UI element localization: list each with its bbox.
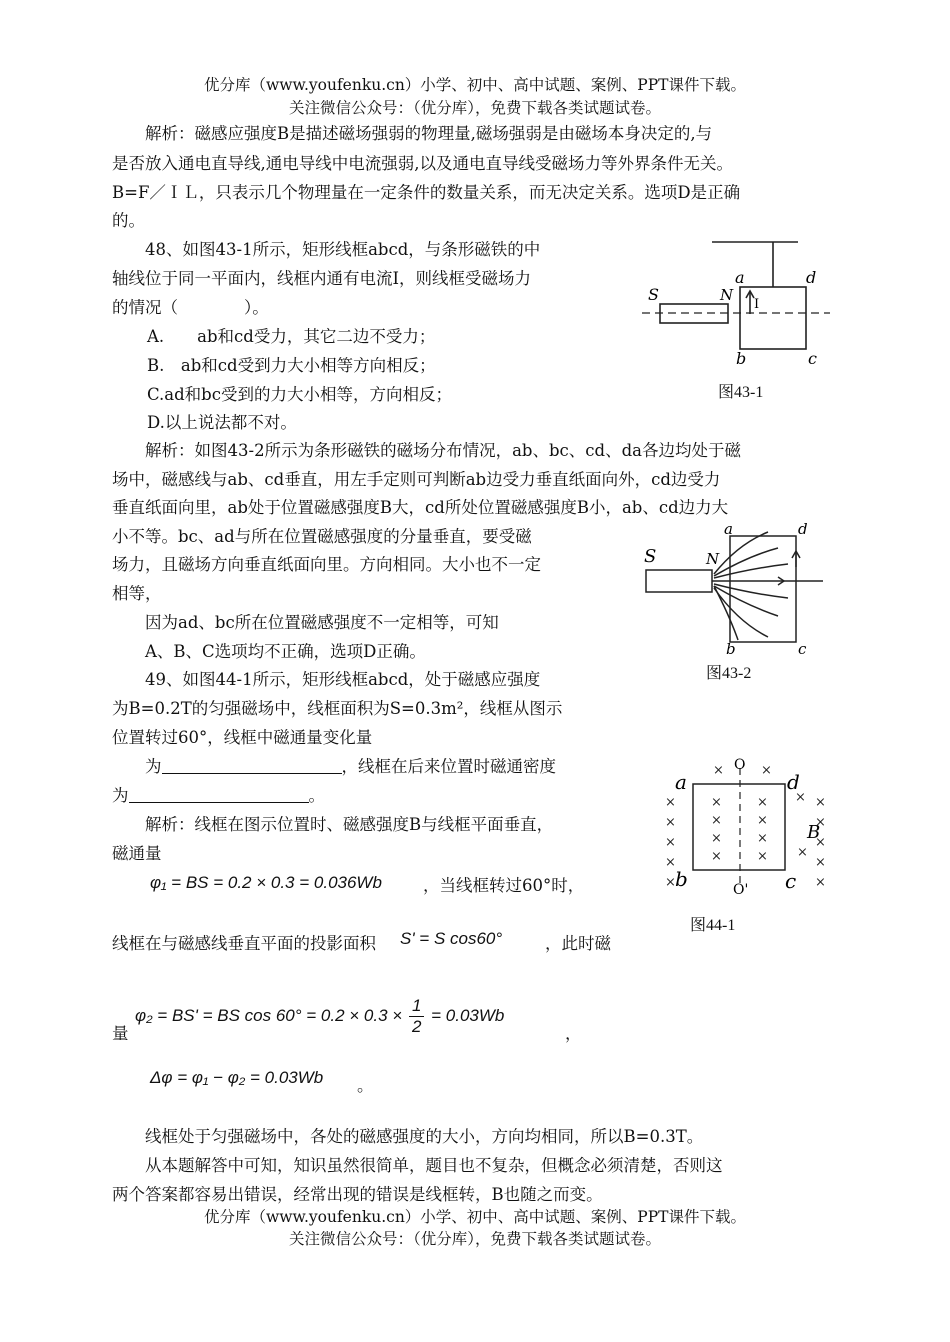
label-c: c [785,869,797,893]
cross-mark: × [665,795,676,810]
answer-blank-2[interactable] [129,784,309,803]
figure-43-1-caption: 图43-1 [718,384,764,401]
q49-blank2-prefix: 为 [112,786,129,805]
q49-conclusion-2: 从本题解答中可知，知识虽然很简单，题目也不复杂，但概念必须清楚，否则这 [145,1156,723,1175]
coil-frame [693,784,785,870]
q49-stem-2: 为B=0.2T的匀强磁场中，线框面积为S=0.3m²，线框从图示 [112,699,563,718]
label-d: d [806,268,817,287]
label-a: a [724,522,733,538]
q49-stem-1: 49、如图44-1所示，矩形线框abcd，处于磁感应强度 [145,670,541,689]
label-c: c [808,349,817,368]
q48-analysis-3: 垂直纸面向里，ab处于位置磁感强度B大，cd所处位置磁感强度B小，ab、cd边力大 [112,498,729,517]
q48-stem-2: 轴线位于同一平面内，线框内通有电流I，则线框受磁场力 [112,269,532,288]
formula-phi2-left: φ₂ = BS' = BS cos 60° = 0.2 × 0.3 × [135,1005,403,1025]
q48-analysis-4: 小不等。bc、ad与所在位置磁感强度的分量垂直，要受磁 [112,527,532,546]
header-line-2: 关注微信公众号：（优分库），免费下载各类试题试卷。 [288,99,661,117]
label-n: N [720,286,734,304]
figure-43-2-caption: 图43-2 [706,665,752,682]
q48-option-a: A. ab和cd受力，其它二边不受力； [147,327,436,346]
q49-analysis-1: 解析：线框在图示位置时、磁感强度B与线框平面垂直， [145,815,554,834]
label-d: d [798,522,808,538]
figure-44-1 [645,756,835,901]
label-b: b [736,349,747,368]
q49-conclusion-1: 线框处于匀强磁场中，各处的磁感强度的大小，方向均相同，所以B=0.3T。 [145,1127,704,1146]
q49-blank1-suffix: ，线框在后来位置时磁通密度 [341,757,556,776]
cross-mark: × [815,855,826,870]
formula-phi2-right: = 0.03Wb [431,1005,505,1025]
label-b-field: B [807,822,821,843]
q49-after-formula1: ，当线框转过60°时， [423,876,585,895]
label-s: S [648,285,659,304]
cross-mark: × [815,835,826,850]
cross-mark: × [665,855,676,870]
q49-period: 。 [357,1076,374,1095]
intro-line-3: B=F／ＩＬ，只表示几个物理量在一定条件的数量关系，而无决定关系。选项D是正确 [112,183,741,202]
label-b: b [726,640,736,657]
q49-comma: ， [565,1024,582,1043]
label-n: N [706,550,720,568]
bar-magnet [646,570,712,592]
q49-liang: 量 [112,1024,129,1043]
field-line-3 [714,564,788,578]
q49-proj-text: 线框在与磁感线垂直平面的投影面积 [112,934,376,953]
q49-blank-line-2 [112,784,325,808]
field-line-4 [714,584,788,598]
cross-mark: × [795,790,806,805]
cross-mark: × [665,835,676,850]
field-line-6 [714,588,768,637]
cross-mark: × [665,815,676,830]
q48-analysis-5: 场力，且磁场方向垂直纸面向里。方向相同。大小也不一定 [112,555,541,574]
q48-option-b: B. ab和cd受到力大小相等方向相反； [147,356,436,375]
cross-mark: × [757,813,768,828]
q48-option-d: D.以上说法都不对。 [147,413,297,432]
label-s: S [644,546,657,567]
cross-mark: × [711,795,722,810]
formula-phi1: φ₁ = BS = 0.2 × 0.3 = 0.036Wb [150,873,382,892]
q49-blank1-prefix: 为 [145,757,162,776]
cross-mark: × [815,815,826,830]
q48-analysis-8: A、B、C选项均不正确，选项D正确。 [145,642,426,661]
cross-mark: × [757,795,768,810]
intro-line-2: 是否放入通电直导线,通电导线中电流强弱,以及通电直导线受磁场力等外界条件无关。 [112,154,733,173]
q48-analysis-1: 解析：如图43-2所示为条形磁铁的磁场分布情况，ab、bc、cd、da各边均处于磁 [145,441,741,460]
fraction-denominator: 2 [411,1017,422,1036]
cross-mark: × [713,763,724,778]
q48-analysis-7: 因为ad、bc所在位置磁感强度不一定相等，可知 [145,613,499,632]
cross-mark: × [711,831,722,846]
q49-blank2-suffix: 。 [308,786,325,805]
label-o-prime: O' [733,882,749,898]
figure-43-1 [640,232,840,372]
cross-mark: × [665,875,676,890]
label-i: I [754,297,760,312]
label-o: O [734,757,746,773]
q49-conclusion-3: 两个答案都容易出错误，经常出现的错误是线框转，B也随之而变。 [112,1185,603,1204]
cross-mark: × [815,795,826,810]
intro-line-4: 的。 [112,211,145,230]
formula-phi2 [135,996,504,1037]
q48-stem-1: 48、如图43-1所示，矩形线框abcd，与条形磁铁的中 [145,240,541,259]
answer-blank-1[interactable] [162,755,342,774]
cross-mark: × [797,845,808,860]
intro-line-1: 解析：磁感应强度B是描述磁场强弱的物理量,磁场强弱是由磁场本身决定的,与 [145,124,713,143]
label-c: c [798,640,807,657]
fraction-one-half [409,996,424,1037]
formula-delta-phi: Δφ = φ₁ − φ₂ = 0.03Wb [150,1068,324,1087]
q49-analysis-2: 磁通量 [112,844,162,863]
q49-stem-3: 位置转过60°，线框中磁通量变化量 [112,728,373,747]
cross-mark: × [761,763,772,778]
q48-stem-3: 的情况（ ）。 [112,298,269,317]
q49-proj-after: ，此时磁 [545,934,611,953]
cross-mark: × [815,875,826,890]
q48-option-c: C.ad和bc受到的力大小相等，方向相反； [147,385,452,404]
fraction-numerator: 1 [409,996,424,1017]
header-line-1: 优分库（www.youfenku.cn）小学、初中、高中试题、案例、PPT课件下载。 [203,76,747,94]
cross-mark: × [711,849,722,864]
footer-line-1: 优分库（www.youfenku.cn）小学、初中、高中试题、案例、PPT课件下载。 [203,1208,747,1226]
formula-projection: S' = S cos60° [400,929,503,948]
figure-43-2 [638,522,828,657]
label-a: a [675,770,687,794]
cross-mark: × [711,813,722,828]
figure-44-1-caption: 图44-1 [690,917,736,934]
field-cross-marks [665,763,826,890]
cross-mark: × [757,849,768,864]
footer-line-2: 关注微信公众号：（优分库），免费下载各类试题试卷。 [288,1230,661,1248]
cross-mark: × [757,831,768,846]
q49-blank-line-1 [145,755,556,779]
label-d: d [787,770,800,794]
label-b: b [675,867,688,891]
q48-analysis-6: 相等， [112,584,162,603]
q48-analysis-2: 场中，磁感线与ab、cd垂直，用左手定则可判断ab边受力垂直纸面向外，cd边受力 [112,470,721,489]
label-a: a [735,268,745,287]
